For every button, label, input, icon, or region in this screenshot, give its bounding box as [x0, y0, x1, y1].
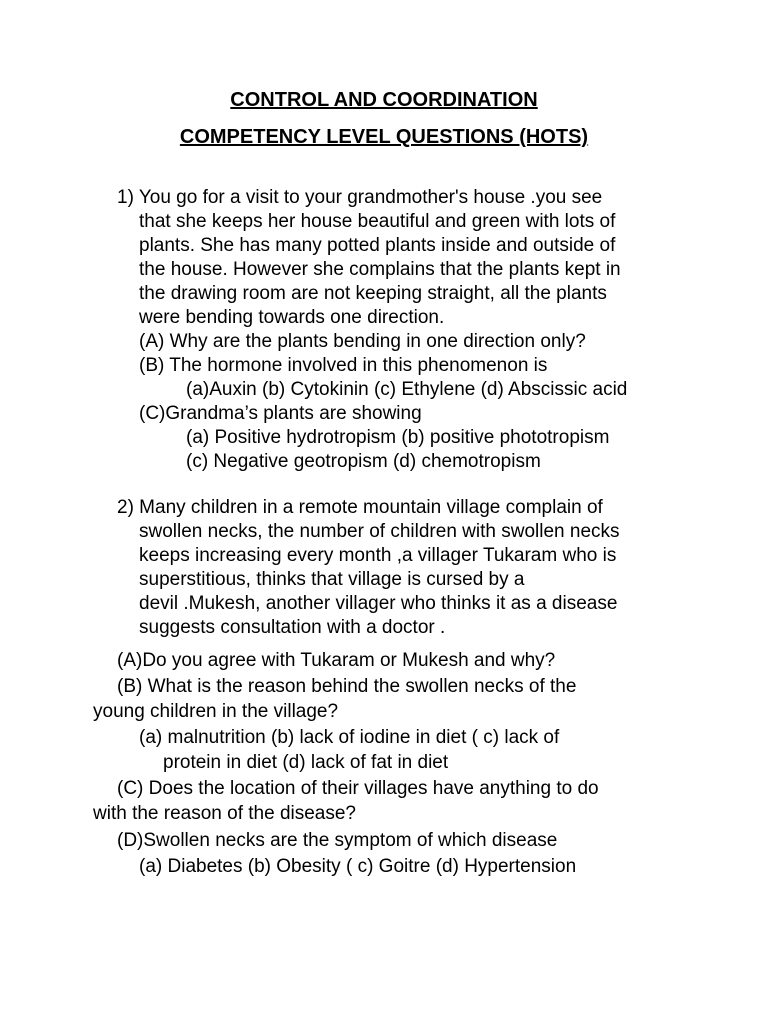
q1-line: 1) You go for a visit to your grandmother's house .you see	[117, 187, 603, 208]
q1-line: plants. She has many potted plants inside and outside of	[139, 235, 616, 256]
q2-options-b: (a) malnutrition (b) lack of iodine in diet ( c) lack of	[139, 727, 560, 748]
q1-line: that she keeps her house beautiful and green with lots of	[139, 211, 616, 232]
document-title: CONTROL AND COORDINATION	[230, 89, 538, 111]
q2-line: devil .Mukesh, another villager who thinks it as a disease	[139, 593, 618, 614]
q1-subquestion-a: (A) Why are the plants bending in one direction only?	[139, 331, 586, 352]
q1-options-c: (a) Positive hydrotropism (b) positive phototropism	[186, 427, 610, 448]
q2-subquestion-a: (A)Do you agree with Tukaram or Mukesh and why?	[117, 650, 556, 671]
q2-line: 2) Many children in a remote mountain village complain of	[117, 497, 603, 518]
document-subtitle: COMPETENCY LEVEL QUESTIONS (HOTS)	[179, 126, 589, 148]
q2-options-b: protein in diet (d) lack of fat in diet	[163, 752, 449, 773]
q2-line: superstitious, thinks that village is cursed by a	[139, 569, 525, 590]
q2-subquestion-d: (D)Swollen necks are the symptom of which disease	[117, 830, 558, 851]
q2-options-d: (a) Diabetes (b) Obesity ( c) Goitre (d) Hypertension	[139, 856, 577, 877]
q2-subquestion-c: (C) Does the location of their villages have anything to do	[117, 778, 599, 799]
q2-subquestion-b: young children in the village?	[93, 701, 339, 722]
q2-subquestion-c: with the reason of the disease?	[93, 803, 357, 824]
q1-options-b: (a)Auxin (b) Cytokinin (c) Ethylene (d) Abscissic acid	[186, 379, 628, 400]
q1-line: the drawing room are not keeping straight, all the plants	[139, 283, 607, 304]
q1-subquestion-c: (C)Grandma’s plants are showing	[139, 403, 422, 424]
q1-line: the house. However she complains that the plants kept in	[139, 259, 621, 280]
q2-subquestion-b: (B) What is the reason behind the swollen necks of the	[117, 676, 577, 697]
q1-line: were bending towards one direction.	[139, 307, 445, 328]
q1-options-c: (c) Negative geotropism (d) chemotropism	[186, 451, 541, 472]
q2-line: swollen necks, the number of children with swollen necks	[139, 521, 620, 542]
q2-line: keeps increasing every month ,a villager Tukaram who is	[139, 545, 617, 566]
q1-subquestion-b: (B) The hormone involved in this phenomenon is	[139, 355, 548, 376]
q2-line: suggests consultation with a doctor .	[139, 617, 446, 638]
